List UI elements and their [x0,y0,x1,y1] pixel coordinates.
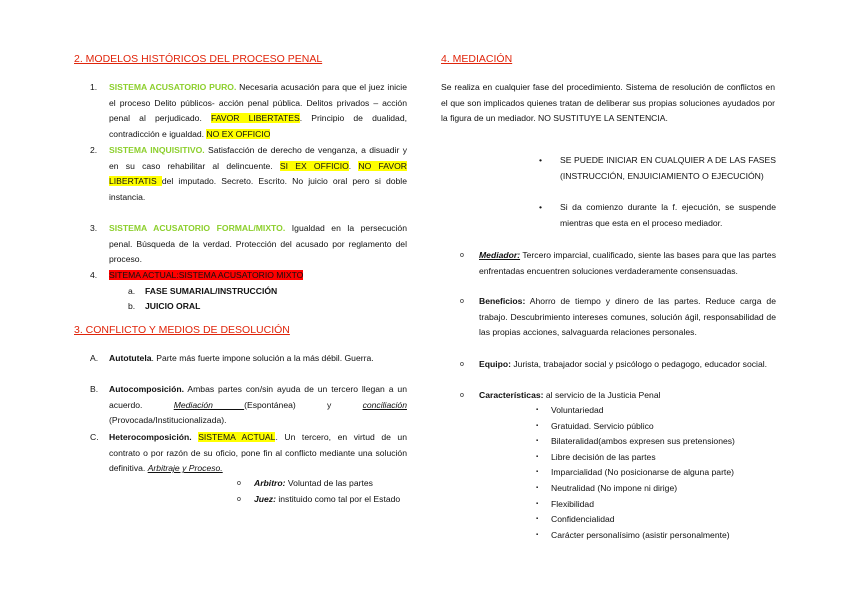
highlight: NO FAVOR LIBERTATIS [109,160,407,187]
list-item: Flexibilidad [551,499,594,509]
sub-arbitro: Arbitro: Voluntad de las partes [254,478,373,488]
square-bullet-icon: ▪ [536,516,539,522]
sub-juez: Juez: instituido como tal por el Estado [254,494,401,504]
square-bullet-icon: ▪ [536,407,539,413]
sub-marker: b. [128,301,136,311]
sub-bullet: o [237,480,241,487]
conflict-autocomposicion: Autocomposición. Ambas partes con/sin ayuda de un tercero llegan a un acuerdo. Mediación (Espontánea) y conciliación (Provocada/Institucionalizada). [109,384,407,426]
point-equipo: Equipo: Jurista, trabajador social y psicólogo o pedagogo, educador social. [479,359,768,369]
square-bullet-icon: ▪ [536,438,539,444]
highlight: SISTEMA ACTUAL [198,432,276,442]
square-bullet-icon: ▪ [536,469,539,475]
mediacion-intro: Se realiza en cualquier fase del procedimiento. Sistema de resolución de conflictos en el que son implicados quienes tratan de deliberar sus propias soluciones ayudados por la figura de un mediador. NO SUSTITUYE LA SENTENCIA. [441,82,775,124]
highlight: FAVOR LIBERTATES [211,113,300,124]
conflict-autotutela: Autotutela. Parte más fuerte impone solución a la más débil. Guerra. [109,353,374,363]
list-marker: C. [90,432,99,442]
list-marker: A. [90,353,99,363]
heading-mediacion: 4. MEDIACIÓN [441,53,513,65]
heading-modelos: 2. MODELOS HISTÓRICOS DEL PROCESO PENAL [74,53,323,65]
list-item-sistema-mixto: SISTEMA ACUSATORIO FORMAL/MIXTO. Igualdad en la persecución penal. Búsqueda de la verdad. Protección del acusado por reglamento del proceso. [109,223,407,265]
sub-bullet: o [237,496,241,503]
list-item: Libre decisión de las partes [551,452,656,462]
square-bullet-icon: ▪ [536,532,539,538]
list-marker: 2. [90,145,98,155]
list-item: Neutralidad (No impone ni dirige) [551,483,678,493]
point-caracteristicas: Características: al servicio de la Justicia Penal [479,390,661,400]
highlight-red: SISTEMA ACUSATORIO MIXTO [178,270,304,280]
square-bullet-icon: ▪ [536,485,539,491]
item-title: SISTEMA ACUSATORIO FORMAL/MIXTO. [109,223,286,233]
item-title: Autotutela [109,353,152,363]
list-item: Confidencialidad [551,514,615,524]
list-item: Voluntariedad [551,405,604,415]
highlight: SI EX OFFICIO [279,160,349,171]
list-item-sistema-actual [109,268,407,284]
point-bullet: o [460,361,464,368]
point-bullet: o [460,392,464,399]
heading-conflicto: 3. CONFLICTO Y MEDIOS DE DESOLUCIÓN [74,324,290,336]
list-marker: 1. [90,82,98,92]
square-bullet-icon: ▪ [536,423,539,429]
square-bullet-icon: ▪ [536,454,539,460]
fase-sumarial: FASE SUMARIAL/INSTRUCCIÓN [145,286,278,296]
square-bullet-icon: ▪ [536,501,539,507]
item-title: SISTEMA ACUSATORIO PURO. [109,82,237,92]
bullet-icon: • [539,202,543,212]
list-item: Carácter personalísimo (asistir personalmente) [551,530,730,540]
list-item-sistema-acusatorio-puro: SISTEMA ACUSATORIO PURO. Necesaria acusación para que el juez inicie el proceso Delito públicos- acción penal pública. Delitos privados – acción penal al perjudicado. FAVOR LIBERTATES. Principio de dualidad, contradicción e igualdad. NO EX OFFICIO [109,82,407,139]
bullet-icon: • [539,155,543,165]
point-mediador: Mediador: Tercero imparcial, cualificado, siente las bases para que las partes enfrentadas encuentren soluciones verdaderamente consensuadas. [479,250,776,276]
point-bullet: o [460,298,464,305]
list-marker: B. [90,384,99,394]
item-title: SISTEMA INQUISITIVO. [109,145,205,155]
item-title: Heterocomposición. [109,432,192,442]
highlight-red: SITEMA ACTUAL: [109,270,179,280]
list-item-sistema-inquisitivo: SISTEMA INQUISITIVO. Satisfacción de derecho de venganza, a disuadir y en su caso rehabilitar al delincuente. SI EX OFFICIO. NO FAVOR LIBERTATIS del imputado. Secreto. Escrito. No juicio oral pero si doble instancia. [109,145,407,202]
list-item: Bilateralidad(ambos expresen sus pretensiones) [551,436,735,446]
bullet-fases: SE PUEDE INICIAR EN CUALQUIER A DE LAS FASES (INSTRUCCIÓN, ENJUICIAMIENTO O EJECUCIÓN) [560,155,776,181]
item-title: Autocomposición. [109,384,184,394]
juicio-oral: JUICIO ORAL [145,301,201,311]
bullet-ejecucion: Si da comienzo durante la f. ejecución, se suspende mientras que esta en el proceso mediador. [560,202,776,228]
list-marker: 3. [90,223,98,233]
point-bullet: o [460,252,464,259]
point-beneficios: Beneficios: Ahorro de tiempo y dinero de las partes. Reduce carga de trabajo. Descubrimiento intereses comunes, solución ágil, responsabilidad de las propias acciones, salvaguarda relaciones personales. [479,296,776,338]
list-item: Imparcialidad (No posicionarse de alguna parte) [551,467,734,477]
conflict-heterocomposicion: Heterocomposición. SISTEMA ACTUAL. Un tercero, en virtud de un contrato o por razón de su oficio, pone fin al conflicto mediante una solución definitiva. Arbitraje y Proceso. [109,432,407,474]
list-item: Gratuidad. Servicio público [551,421,654,431]
highlight: NO EX OFFICIO [206,128,271,139]
list-marker: 4. [90,270,98,280]
sub-marker: a. [128,286,136,296]
